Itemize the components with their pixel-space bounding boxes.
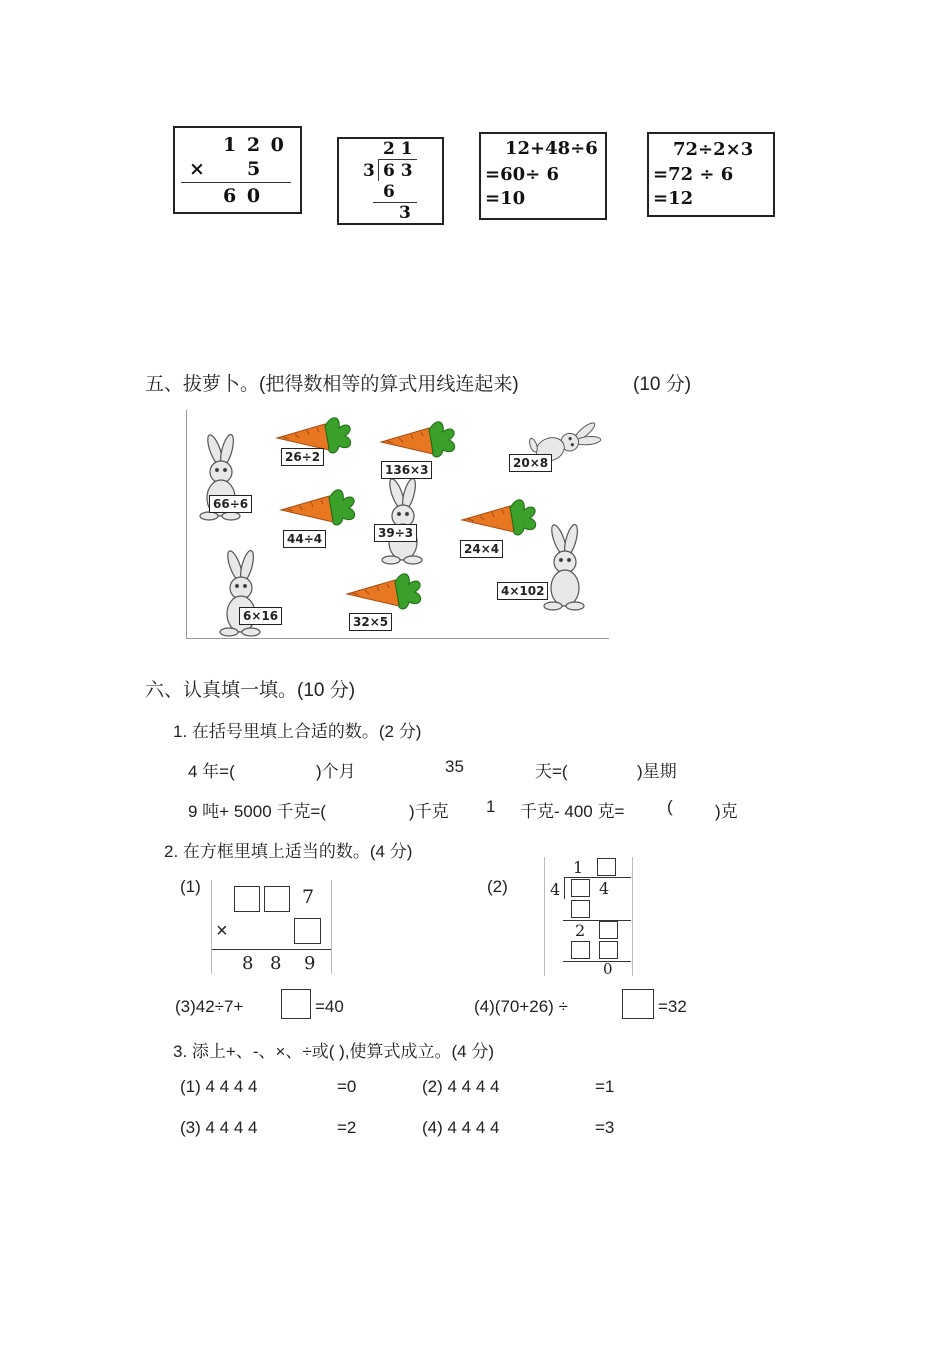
- q3-row-4: (4) 4 4 4 4: [422, 1118, 500, 1137]
- calc-line: 6 0: [223, 185, 263, 207]
- answer-box[interactable]: [281, 989, 311, 1019]
- q1-year-text: 4 年=(: [188, 762, 235, 781]
- calc-line: 12+48÷6: [505, 138, 598, 159]
- quotient-digit: 1: [573, 858, 584, 877]
- q3-row-3: (3) 4 4 4 4: [180, 1118, 258, 1137]
- calc-line: =12: [653, 188, 694, 209]
- q2-part-3-result: =40: [315, 997, 344, 1016]
- rabbit-expression: 20×8: [509, 454, 552, 472]
- q1-kg-open-paren: (: [667, 797, 673, 816]
- q3-row-2: (2) 4 4 4 4: [422, 1077, 500, 1096]
- partial-digit: 2: [575, 921, 586, 940]
- rabbit-icon: [544, 523, 584, 610]
- digit: 8: [270, 953, 282, 974]
- carrot-icon: [281, 490, 355, 525]
- section-6-title: 六、认真填一填。(10 分): [145, 680, 356, 701]
- answer-box[interactable]: [597, 858, 616, 876]
- answer-box[interactable]: [599, 941, 618, 959]
- multiply-sign: ×: [216, 920, 228, 942]
- calc-box-3: [479, 132, 607, 220]
- answer-box[interactable]: [622, 989, 654, 1019]
- q3-row-4-result: =3: [595, 1118, 615, 1137]
- answer-box[interactable]: [234, 886, 260, 912]
- calc-line: 1 2 0: [223, 134, 286, 156]
- calc-box-1: [173, 126, 302, 214]
- carrot-rabbit-picture: [186, 410, 609, 639]
- answer-box[interactable]: [599, 921, 618, 939]
- q2-part-4-result: =32: [658, 997, 687, 1016]
- answer-box[interactable]: [264, 886, 290, 912]
- q2-multiplication-puzzle: [211, 880, 332, 974]
- rabbit-expression: 39÷3: [374, 524, 417, 542]
- q1-days-text: 天=(: [535, 762, 568, 781]
- calc-line: =10: [485, 188, 526, 209]
- q2-title: 2. 在方框里填上适当的数。(4 分): [164, 842, 413, 861]
- q3-row-2-result: =1: [595, 1077, 615, 1096]
- digit: 9: [304, 953, 316, 974]
- calc-line: =72 ÷ 6: [653, 164, 734, 185]
- calc-rule: [212, 949, 331, 950]
- q1-title: 1. 在括号里填上合适的数。(2 分): [173, 722, 422, 741]
- answer-box[interactable]: [571, 879, 590, 897]
- q1-kg-text: 千克- 400 克=: [520, 802, 625, 821]
- q2-part-4-text: (4)(70+26) ÷: [474, 997, 568, 1016]
- q1-kg-number: 1: [486, 797, 496, 816]
- subtrahend: 6: [383, 182, 395, 202]
- carrot-expression: 44÷4: [283, 530, 326, 548]
- q1-days-blank[interactable]: )星期: [637, 762, 677, 781]
- calc-rule: [563, 920, 631, 921]
- carrot-icon: [462, 500, 536, 535]
- q2-division-puzzle: [544, 857, 633, 976]
- q2-part-1-label: (1): [180, 877, 201, 896]
- calc-rule: [563, 961, 631, 962]
- digit: 8: [242, 953, 254, 974]
- divisor-digit: 4: [550, 880, 561, 899]
- division-bracket: [564, 877, 565, 899]
- q1-ton-text: 9 吨+ 5000 千克=(: [188, 802, 326, 821]
- section-5-title: 五、拔萝卜。(把得数相等的算式用线连起来): [145, 374, 519, 395]
- rabbit-expression: 66÷6: [209, 495, 252, 513]
- calc-box-4: [647, 132, 775, 217]
- carrot-icon: [381, 422, 455, 457]
- carrot-expression: 26÷2: [281, 448, 324, 466]
- rabbit-expression: 4×102: [497, 582, 548, 600]
- divisor: 3: [363, 161, 375, 181]
- answer-box[interactable]: [294, 918, 321, 944]
- calc-line: 72÷2×3: [673, 139, 754, 160]
- carrot-icon: [347, 574, 421, 609]
- rabbit-icon: [382, 477, 422, 564]
- quotient: 2 1: [383, 139, 413, 159]
- carrot-expression: 136×3: [381, 461, 432, 479]
- digit: 7: [302, 886, 315, 908]
- answer-box[interactable]: [571, 941, 590, 959]
- calc-box-2: [337, 137, 444, 225]
- section-5-score: (10 分): [633, 374, 692, 395]
- q1-days-number: 35: [445, 757, 464, 776]
- division-bar: [379, 159, 417, 160]
- q3-row-3-result: =2: [337, 1118, 357, 1137]
- q1-year-blank[interactable]: )个月: [316, 762, 356, 781]
- q3-title: 3. 添上+、-、×、÷或( ),使算式成立。(4 分): [173, 1042, 495, 1061]
- q2-part-3-text: (3)42÷7+: [175, 997, 244, 1016]
- dividend-digit: 4: [599, 879, 610, 898]
- calc-rule: [181, 182, 291, 183]
- dividend: 6 3: [383, 161, 413, 181]
- remainder-digit: 0: [603, 960, 613, 978]
- rabbit-expression: 6×16: [239, 607, 282, 625]
- q3-row-1-result: =0: [337, 1077, 357, 1096]
- carrot-expression: 24×4: [460, 540, 503, 558]
- carrot-expression: 32×5: [349, 613, 392, 631]
- calc-line: 5: [247, 158, 261, 180]
- answer-box[interactable]: [571, 900, 590, 918]
- calc-line: =60÷ 6: [485, 164, 560, 185]
- division-bracket: [378, 159, 379, 181]
- q1-kg-blank[interactable]: )克: [715, 802, 738, 821]
- division-bar: [565, 877, 631, 878]
- q1-ton-blank[interactable]: )千克: [409, 802, 449, 821]
- remainder: 3: [399, 203, 411, 223]
- q3-row-1: (1) 4 4 4 4: [180, 1077, 258, 1096]
- q2-part-2-label: (2): [487, 877, 508, 896]
- multiply-sign: ×: [189, 158, 205, 180]
